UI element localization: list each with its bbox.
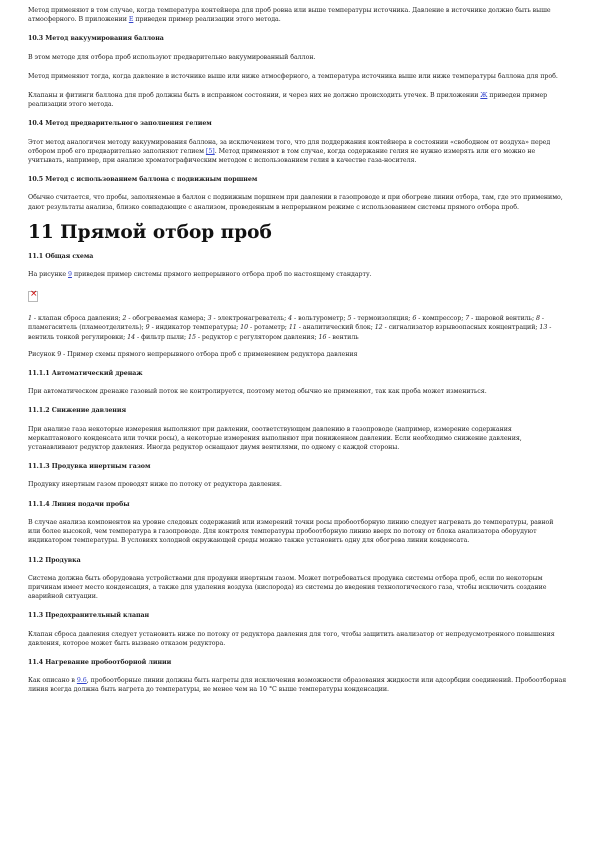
reference-link[interactable]: [5] [205, 147, 215, 155]
subsection-heading: 11.1.1 Автоматический дренаж [28, 370, 143, 378]
paragraph: Обычно считается, что пробы, заполняемые в баллон с подвижным поршнем при давлении в газопроводе и при обогреве линии отбора, там, где это применимо, дают результаты анализа, близко совпадающие с анализом, проведенным в непрерывном режиме с использованием системы прямого отбора проб. [28, 194, 563, 211]
subsection-heading: 11.4 Нагревание пробоотборной линии [28, 658, 172, 666]
legend-item: 9 - индикатор температуры; [145, 324, 241, 332]
paragraph: Система должна быть оборудована устройствами для продувки инертным газом. Может потребоваться продувка системы отбора проб, если по некоторым причинам имеет место конденсация, а также для удаления воздуха (кислорода) из системы до введения технологического газа, чтобы исключить создание аварийной ситуации. [28, 574, 547, 601]
figure-link[interactable]: 9 [68, 271, 72, 279]
subsection-heading: 11.1.4 Линия подачи пробы [28, 500, 130, 508]
paragraph: При анализе газа некоторые измерения выполняют при давлении, соответствующем давлению в газопроводе (например, измерение содержания меркаптанового конденсата или точки росы), а некоторые измерения выполняют при пониженном давлении. Если необходимо снижение давления, устанавливают редуктор давления. Иногда редуктор оснащают двумя вентилями, по одному с каждой стороны. [28, 425, 522, 452]
paragraph: Метод применяют в том случае, когда температура контейнера для проб ровна или выше температуры источника. Давление в источнике должно быть выше атмосферного. В приложении Е приведен пример реализации этого метода. [28, 7, 551, 24]
subsection-heading: 11.1 Общая схема [28, 252, 94, 260]
legend-item: 2 - обогреваемая камера; [122, 315, 208, 323]
subsection-heading: 10.5 Метод с использованием баллона с подвижным поршнем [28, 176, 258, 184]
broken-image-icon [28, 291, 38, 302]
figure-legend [28, 314, 567, 342]
appendix-link[interactable]: Ж [480, 92, 488, 100]
section-link[interactable]: 9.6 [76, 677, 87, 685]
subsection-heading: 11.3 Предохранительный клапан [28, 612, 150, 620]
subsection-heading: 10.3 Метод вакуумирования баллона [28, 35, 164, 43]
paragraph: Метод применяют тогда, когда давление в источнике выше или ниже атмосферного, а температура источника выше или ниже температуры баллона для проб. [28, 72, 558, 80]
paragraph: Этот метод аналогичен методу вакуумирования баллона, за исключением того, что для поддержания контейнера в состоянии «свободном от воздуха» перед отбором проб его предварительно заполняют гелием [5]. Метод применяют в том случае, когда содержание гелия не нужно измерять или его можно не учитывать, например, при анализе хроматографическим методом с использованием гелия в качестве газа-носителя. [28, 138, 551, 165]
document-page [28, 6, 567, 705]
legend-item: 12 - сигнализатор взрывоопасных концентраций; [374, 324, 540, 332]
legend-item: 5 - термоизоляция; [347, 315, 413, 323]
subsection-heading: 10.4 Метод предварительного заполнения гелием [28, 120, 212, 128]
paragraph: Продувку инертным газом проводят ниже по потоку от редуктора давления. [28, 481, 282, 489]
paragraph: Как описано в 9.6, пробоотборные линии должны быть нагреты для исключения возможности образования жидкости или адсорбции соединений. Пробоотборная линия всегда должна быть нагрета до температуры, не менее чем на 10 °С выше температуры конденсации. [28, 677, 567, 694]
subsection-heading: 11.2 Продувка [28, 556, 81, 564]
paragraph: Клапаны и фитинги баллона для проб должны быть в исправном состоянии, и через них не должно происходить утечек. В приложении Ж приведен пример реализации этого метода. [28, 92, 548, 109]
paragraph: В случае анализа компонентов на уровне следовых содержаний или измерений точки росы пробоотборную линию следует нагревать до температуры, равной или более высокой, чем температура в газопроводе. Для контроля температуры пробоотборную линию вверх по потоку от блока анализатора оборудуют индикатором температуры. В условиях холодной окружающей среды можно также установить одну для обогрева линии конденсата. [28, 518, 554, 545]
legend-item: 16 - вентиль [318, 333, 359, 341]
legend-item: 1 - клапан сброса давления; [28, 315, 123, 323]
legend-item: 8 - пламегаситель (пламеотделитель); [28, 315, 545, 332]
subsection-heading: 11.1.3 Продувка инертным газом [28, 463, 151, 471]
legend-item: 13 - вентиль тонкой регулировки; [28, 324, 552, 341]
subsection-heading: 11.1.2 Снижение давления [28, 407, 127, 415]
legend-item: 6 - компрессор; [412, 315, 466, 323]
legend-item: 7 - шаровой вентиль; [465, 315, 537, 323]
paragraph: В этом методе для отбора проб используют предварительно вакуумированный баллон. [28, 53, 316, 61]
paragraph: На рисунке 9 приведен пример системы прямого непрерывного отбора проб по настоящему стандарту. [28, 271, 372, 279]
section-title: 11 Прямой отбор проб [28, 221, 272, 243]
paragraph: Клапан сброса давления следует установить ниже по потоку от редуктора давления для того, чтобы защитить анализатор от непредусмотренного повышения давления, которое может быть вызвано отказом редуктора. [28, 630, 555, 647]
legend-item: 10 - ротаметр; [240, 324, 289, 332]
paragraph: При автоматическом дренаже газовый поток не контролируется, поэтому метод обычно не применяют, так как проба может измениться. [28, 388, 487, 396]
legend-item: 4 - вольтурометр; [288, 315, 348, 323]
figure-caption: Рисунок 9 - Пример схемы прямого непрерывного отбора проб с применением редуктора давления [28, 350, 358, 358]
legend-item: 11 - аналитический блок; [288, 324, 375, 332]
legend-item: 14 - фильтр пыли; [127, 333, 189, 341]
legend-item: 3 - электронагреватель; [207, 315, 289, 323]
legend-item: 15 - редуктор с регулятором давления; [188, 333, 319, 341]
appendix-link[interactable]: Е [128, 16, 134, 24]
